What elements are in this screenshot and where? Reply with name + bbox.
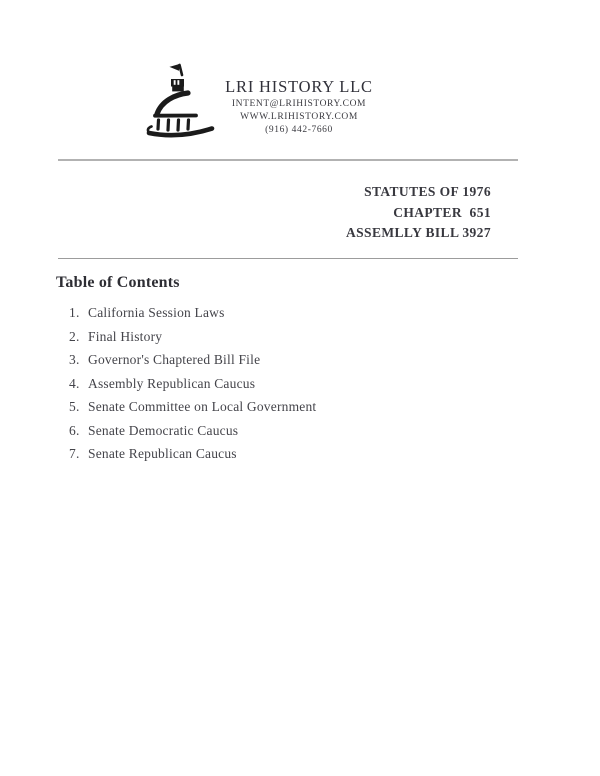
company-website: WWW.LRIHISTORY.COM [240,112,358,122]
toc-item-number: 2. [69,328,80,344]
toc-item [69,377,509,391]
toc-item-number: 7. [69,446,80,461]
toc-item-number: 6. [69,422,80,438]
toc-item-number: 3. [69,352,80,367]
statutes-line: STATUTES OF 1976 [364,184,491,199]
toc-item-number: 5. [69,399,80,414]
toc-item [69,306,509,320]
toc-item-label: Final History [88,328,163,344]
toc-item-label: Governor's Chaptered Bill File [88,352,261,367]
case-info-block [346,182,491,244]
chapter-line: CHAPTER 651 [393,204,491,220]
toc-item [69,424,509,438]
toc-title: Table of Contents [56,274,180,291]
toc-item-label: Senate Democratic Caucus [88,422,239,438]
toc-item-number: 4. [69,375,80,391]
company-email: INTENT@LRIHISTORY.COM [231,99,367,109]
bill-line: ASSEMLLY BILL 3927 [345,225,491,240]
toc-item-number: 1. [69,305,80,320]
toc-item-label: Senate Committee on Local Government [88,399,317,414]
toc-list [69,306,509,471]
toc-item [69,353,509,367]
company-phone: (916) 442-7660 [265,125,333,135]
toc-item [69,447,509,461]
toc-item-label: Assembly Republican Caucus [88,375,256,391]
toc-item [69,330,509,344]
divider-top [58,159,518,161]
toc-item-label: Senate Republican Caucus [88,446,237,461]
company-name: LRI HISTORY LLC [225,77,373,96]
divider-bottom [58,258,518,259]
toc-item-label: California Session Laws [88,305,225,320]
toc-item [69,400,509,414]
